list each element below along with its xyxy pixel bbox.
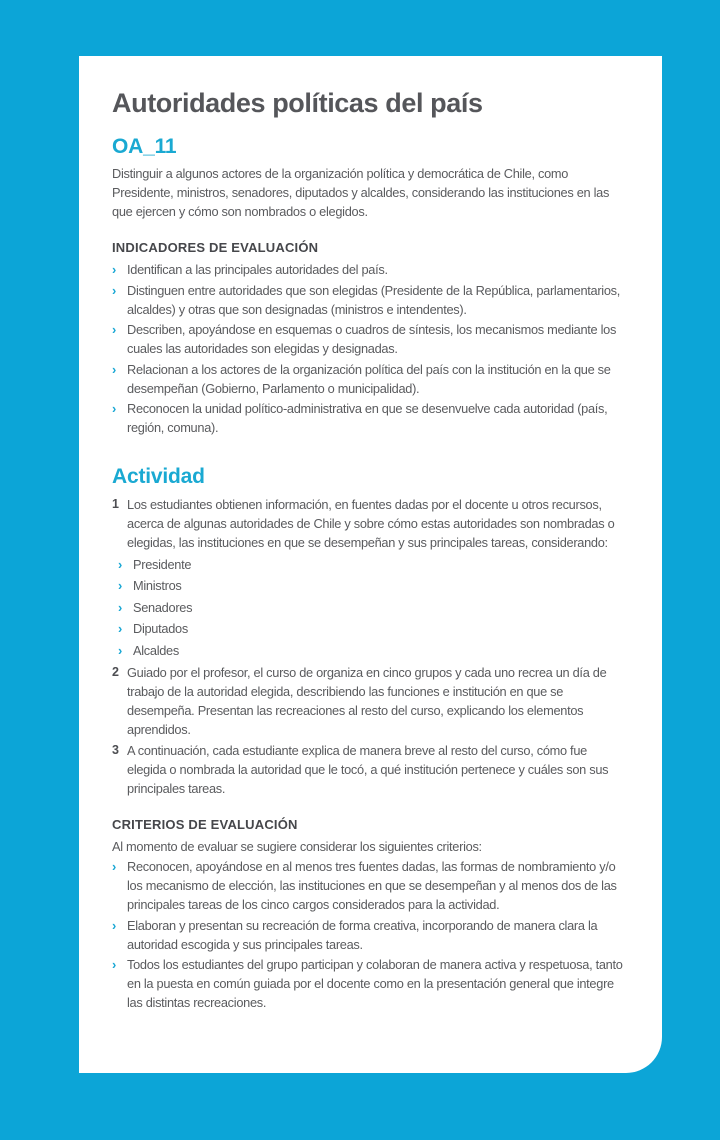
indicator-item <box>112 360 626 398</box>
page-title: Autoridades políticas del país <box>112 88 483 118</box>
step-text: A continuación, cada estudiante explica de manera breve al resto del curso, cómo fue elegida o nombrada la autoridad que le tocó, a qué institución pertenece y cuáles son sus principales tareas. <box>127 742 609 796</box>
chevron-bullet-icon: › <box>112 917 116 933</box>
criteria-text: Elaboran y presentan su recreación de forma creativa, incorporando de manera clara la autoridad escogida y sus principales tareas. <box>127 917 598 952</box>
chevron-bullet-icon: › <box>112 957 116 972</box>
criteria-intro: Al momento de evaluar se sugiere considerar los siguientes criterios: <box>112 838 482 854</box>
criteria-list <box>112 857 626 1012</box>
sub-list-item <box>118 555 626 574</box>
oa-description: Distinguir a algunos actores de la organización política y democrática de Chile, como Presidente, ministros, senadores, diputados y alcaldes, considerando las instituciones en las que ejercen y cómo son nombrados o elegidos. <box>112 166 610 219</box>
activity-step <box>112 741 626 798</box>
sub-item-text: Presidente <box>133 556 192 572</box>
step-body <box>127 663 626 739</box>
indicator-item <box>112 260 626 279</box>
indicator-text: Identifican a las principales autoridades del país. <box>127 262 388 277</box>
indicator-item <box>112 281 626 319</box>
activity-steps <box>112 495 626 798</box>
sub-list-item <box>118 598 626 617</box>
sub-list-item <box>118 641 626 660</box>
criteria-item <box>112 857 626 914</box>
sub-list-item <box>118 576 626 595</box>
step-body <box>118 495 626 662</box>
step-number: 2 <box>112 665 119 679</box>
chevron-bullet-icon: › <box>112 322 116 337</box>
criteria-heading: CRITERIOS DE EVALUACIÓN <box>112 816 298 832</box>
chevron-bullet-icon: › <box>112 262 116 277</box>
chevron-bullet-icon: › <box>112 282 116 298</box>
step-text: Los estudiantes obtienen información, en fuentes dadas por el docente u otros recursos, acerca de algunas autoridades de Chile y sobre cómo estas autoridades son nombradas o elegidas, las instituciones en que se desempeñan y sus principales tareas, considerando: <box>127 497 615 550</box>
oa-heading: OA_11 <box>112 135 177 158</box>
activity-step <box>112 663 626 739</box>
authorities-sub-list <box>118 555 626 660</box>
activity-step <box>112 495 626 662</box>
content-card <box>79 56 662 1073</box>
chevron-bullet-icon: › <box>118 578 122 593</box>
chevron-bullet-icon: › <box>118 621 122 636</box>
sub-item-text: Diputados <box>133 621 188 636</box>
chevron-bullet-icon: › <box>118 556 122 572</box>
activity-heading: Actividad <box>112 465 205 488</box>
sub-item-text: Alcaldes <box>133 642 179 658</box>
indicator-text: Distinguen entre autoridades que son elegidas (Presidente de la República, parlamentarios, alcaldes) y otras que son designadas (ministros e intendentes). <box>127 282 621 317</box>
indicator-item <box>112 399 626 437</box>
step-number: 3 <box>112 742 119 757</box>
indicator-text: Reconocen la unidad político-administrativa en que se desenvuelve cada autoridad (país, región, comuna). <box>127 401 608 435</box>
step-number: 1 <box>112 497 119 511</box>
chevron-bullet-icon: › <box>112 361 116 377</box>
sub-item-text: Ministros <box>133 578 182 593</box>
criteria-item <box>112 916 626 954</box>
sub-item-text: Senadores <box>133 599 193 615</box>
criteria-text: Todos los estudiantes del grupo participan y colaboran de manera activa y respetuosa, tanto en la puesta en común guiada por el docente como en la presentación general que integre las distintas recreaciones. <box>127 957 623 1010</box>
chevron-bullet-icon: › <box>112 859 116 874</box>
indicator-text: Relacionan a los actores de la organización política del país con la institución en la que se desempeñan (Gobierno, Parlamento o municipalidad). <box>127 361 611 396</box>
chevron-bullet-icon: › <box>112 401 116 416</box>
chevron-bullet-icon: › <box>118 642 122 658</box>
criteria-text: Reconocen, apoyándose en al menos tres fuentes dadas, las formas de nombramiento y/o los mecanismo de elección, las instituciones en que se desempeñan y al menos dos de las principales tareas de los cinco cargos considerados para la actividad. <box>127 859 617 912</box>
indicators-heading: INDICADORES DE EVALUACIÓN <box>112 240 319 255</box>
indicator-item <box>112 320 626 358</box>
criteria-item <box>112 955 626 1012</box>
step-body <box>127 741 626 798</box>
sub-list-item <box>118 619 626 638</box>
indicator-text: Describen, apoyándose en esquemas o cuadros de síntesis, los mecanismos mediante los cuales las autoridades son elegidas y designadas. <box>127 322 617 356</box>
step-text: Guiado por el profesor, el curso de organiza en cinco grupos y cada uno recrea un día de trabajo de la autoridad elegida, describiendo las funciones e institución en que se desempeña. Presentan las recreaciones al resto del curso, explicando los elementos aprendidos. <box>127 665 607 737</box>
indicators-list <box>112 260 626 437</box>
chevron-bullet-icon: › <box>118 599 122 615</box>
